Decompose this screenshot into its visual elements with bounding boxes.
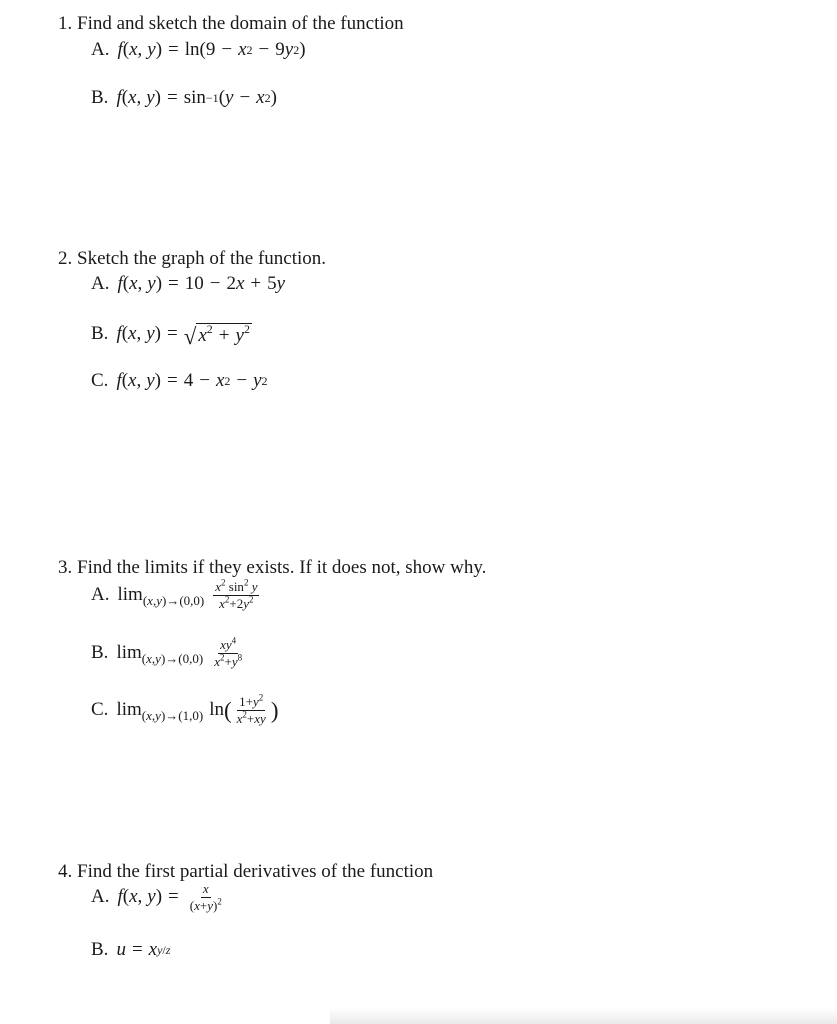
item-label: B. <box>91 642 109 664</box>
item-label: B. <box>91 87 109 108</box>
math-expression: u = x y/z <box>116 939 171 960</box>
item-label: C. <box>91 370 109 391</box>
problem-3-item-c <box>91 692 279 726</box>
math-expression: f ( x , y ) = ln (9 − x 2 − 9 y 2 ) <box>117 39 306 60</box>
item-label: A. <box>91 39 110 60</box>
fraction: $\frac{x}{(x+y)^2}$ <box>189 881 222 913</box>
math-expression: f ( x , y ) = $\frac{x}{(x+y)^2}$ <box>117 881 222 913</box>
math-expression: f ( x , y ) = sin −1 ( y − x 2 ) <box>116 87 277 108</box>
item-label: A. <box>91 273 110 294</box>
fraction: $\frac{x^2 \sin^2 y}{x^2+2y^2}$ <box>215 577 258 611</box>
problem-3-item-b <box>91 635 247 669</box>
problem-1-title: 1. Find and sketch the domain of the function <box>58 13 404 34</box>
problem-2-title: 2. Sketch the graph of the function. <box>58 248 327 269</box>
math-expression: lim (x,y)→(0,0) $\frac{x^2 \sin^2 y}{x^2+2y^2}$ <box>117 577 258 611</box>
problem-4-item-b <box>91 939 170 961</box>
page-edge-shadow <box>330 1008 837 1024</box>
problem-3-item-a <box>91 577 262 611</box>
math-expression: f ( x , y ) = 10 − 2 x + 5 y <box>117 273 286 294</box>
problem-4-title: 4. Find the first partial derivatives of the function <box>58 861 434 882</box>
item-label: A. <box>91 886 110 908</box>
problem-4-item-a <box>91 882 227 912</box>
math-expression: f ( x , y ) = √ $x^2 + y^2$ <box>116 322 250 349</box>
math-expression: f ( x , y ) = 4 − x 2 − y 2 <box>116 370 268 391</box>
math-expression: lim (x,y)→(0,0) $\frac{xy^4}{x^2+y^8}$ <box>116 635 243 669</box>
fraction: $\frac{1+y^2}{x^2+xy}$ <box>236 692 266 726</box>
item-label: C. <box>91 699 109 721</box>
problem-1-item-b <box>91 87 277 109</box>
fraction: $\frac{xy^4}{x^2+y^8}$ <box>214 635 243 669</box>
problem-3-title: 3. Find the limits if they exists. If it does not, show why. <box>58 557 487 578</box>
item-label: A. <box>91 584 110 606</box>
problem-2-item-b <box>91 321 252 347</box>
math-expression: lim (x,y)→(1,0) ln ( $\frac{1+y^2}{x^2+xy}$ ) <box>116 692 279 726</box>
item-label: B. <box>91 323 109 344</box>
problem-2-item-c <box>91 370 268 392</box>
problem-1-item-a <box>91 39 306 61</box>
item-label: B. <box>91 939 109 960</box>
square-root: √ $x^2 + y^2$ <box>183 322 250 349</box>
problem-2-item-a <box>91 273 285 295</box>
